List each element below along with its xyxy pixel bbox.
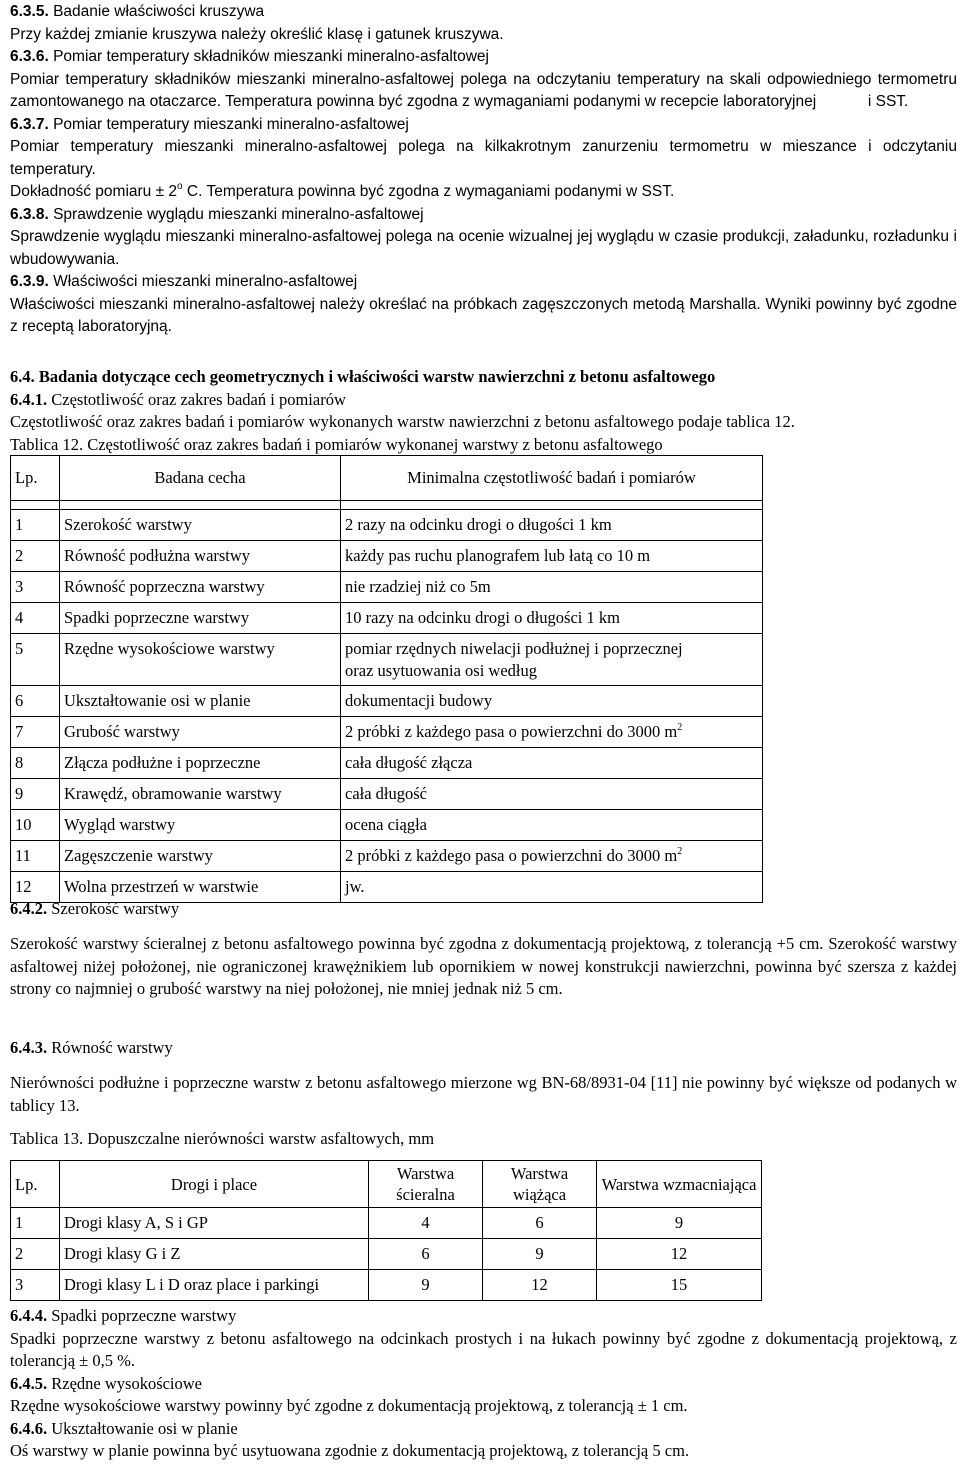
table-row [11, 1208, 762, 1239]
section-6-4 [10, 366, 957, 456]
table-cell: 9 [483, 1239, 597, 1270]
heading-6-4-2: 6.4.2. Szerokość warstwy [10, 899, 180, 918]
section-6-4-2 [10, 898, 957, 921]
row-number: 5 [11, 634, 60, 686]
row-number: 7 [11, 717, 60, 748]
text-6-3-9: Właściwości mieszanki mineralno-asfaltowej należy określać na próbkach zagęszczonych metodą Marshalla. Wyniki powinny być zgodne z receptą laboratoryjną. [10, 295, 957, 335]
table-row [11, 572, 763, 603]
row-number: 10 [11, 810, 60, 841]
heading-6-4-4: 6.4.4. Spadki poprzeczne warstwy [10, 1306, 237, 1325]
section-6-3-top [10, 1, 957, 339]
row-number: 8 [11, 748, 60, 779]
frequency-text: każdy pas ruchu planografem lub łatą co 10 m [345, 546, 651, 565]
table-12-header [11, 456, 763, 501]
row-frequency [341, 510, 763, 541]
header-cell: Lp. [11, 456, 60, 501]
table-13-caption: Tablica 13. Dopuszczalne nierówności warstw asfaltowych, mm [10, 1129, 435, 1148]
frequency-text: dokumentacji budowy [345, 691, 493, 710]
table-row [11, 779, 763, 810]
row-feature: Zagęszczenie warstwy [60, 841, 341, 872]
table-12-caption: Tablica 12. Częstotliwość oraz zakres badań i pomiarów wykonanej warstwy z betonu asfaltowego [10, 434, 663, 454]
section-6-4-4-to-6 [10, 1305, 957, 1463]
table-row [11, 810, 763, 841]
table-cell: 9 [369, 1270, 483, 1301]
row-number: 1 [11, 510, 60, 541]
frequency-text: nie rzadziej niż co 5m [345, 577, 491, 596]
row-feature: Równość podłużna warstwy [60, 541, 341, 572]
table-cell: 6 [483, 1208, 597, 1239]
heading-6-3-6: 6.3.6. Pomiar temperatury składników mieszanki mineralno-asfaltowej [10, 48, 489, 65]
table-cell: 3 [11, 1270, 60, 1301]
frequency-text: jw. [345, 877, 365, 896]
frequency-text: cała długość [345, 784, 428, 803]
row-frequency [341, 572, 763, 603]
row-number: 12 [11, 872, 60, 903]
header-cell: Warstwa wzmacniająca [597, 1161, 762, 1208]
row-feature: Spadki poprzeczne warstwy [60, 603, 341, 634]
table-row [11, 510, 763, 541]
text-6-4-6: Oś warstwy w planie powinna być usytuowana zgodnie z dokumentacją projektową, z tolerancją 5 cm. [10, 1441, 690, 1460]
row-frequency [341, 779, 763, 810]
row-feature: Złącza podłużne i poprzeczne [60, 748, 341, 779]
text-6-3-5: Przy każdej zmianie kruszywa należy określić klasę i gatunek kruszywa. [10, 25, 504, 43]
frequency-text: ocena ciągła [345, 815, 427, 834]
heading-6-3-5: 6.3.5. Badanie właściwości kruszywa [10, 3, 265, 20]
table-row [11, 717, 763, 748]
row-feature: Grubość warstwy [60, 717, 341, 748]
table-cell: 9 [597, 1208, 762, 1239]
table-cell: Drogi klasy G i Z [60, 1239, 369, 1270]
table-cell: 1 [11, 1208, 60, 1239]
table-cell: 12 [483, 1270, 597, 1301]
text-6-3-6: Pomiar temperatury składników mieszanki mineralno-asfaltowej polega na odczytaniu temperatury na skali odpowiedniego termometru zamontowanego na otaczarce. Temperatura powinna być zgodna z wymaganiami podanymi w recepcie laboratoryjnej i SST. [10, 70, 957, 110]
frequency-text: 10 razy na odcinku drogi o długości 1 km [345, 608, 620, 627]
table-cell: 4 [369, 1208, 483, 1239]
header-cell: Minimalna częstotliwość badań i pomiarów [341, 456, 763, 501]
heading-6-4-1: 6.4.1. Częstotliwość oraz zakres badań i pomiarów [10, 389, 346, 409]
table-row [11, 541, 763, 572]
row-frequency [341, 810, 763, 841]
heading-6-3-8: 6.3.8. Sprawdzenie wyglądu mieszanki mineralno-asfaltowej [10, 205, 424, 223]
row-feature: Ukształtowanie osi w planie [60, 686, 341, 717]
frequency-text: cała długość złącza [345, 753, 473, 772]
row-feature: Szerokość warstwy [60, 510, 341, 541]
table-cell: 6 [369, 1239, 483, 1270]
row-frequency [341, 748, 763, 779]
row-number: 2 [11, 541, 60, 572]
table-cell: 2 [11, 1239, 60, 1270]
table-12 [10, 455, 763, 903]
heading-6-4-5: 6.4.5. Rzędne wysokościowe [10, 1373, 203, 1393]
row-number: 6 [11, 686, 60, 717]
row-frequency [341, 717, 763, 748]
text-6-4-5: Rzędne wysokościowe warstwy powinny być zgodne z dokumentacją projektową, z tolerancją ± 1 cm. [10, 1396, 688, 1415]
heading-6-4-3: 6.4.3. Równość warstwy [10, 1038, 173, 1057]
frequency-text: 2 razy na odcinku drogi o długości 1 km [345, 515, 612, 534]
superscript: 2 [677, 722, 683, 733]
header-cell: Lp. [11, 1161, 60, 1208]
frequency-text: pomiar rzędnych niwelacji podłużnej i poprzecznej [345, 639, 683, 658]
header-cell: Warstwa wiążąca [483, 1161, 597, 1208]
table-row [11, 603, 763, 634]
header-cell: Drogi i place [60, 1161, 369, 1208]
table-12-spacer [11, 501, 763, 510]
heading-6-4-6: 6.4.6. Ukształtowanie osi w planie [10, 1418, 238, 1438]
row-frequency [341, 686, 763, 717]
table-cell: 15 [597, 1270, 762, 1301]
header-cell: Badana cecha [60, 456, 341, 501]
row-frequency [341, 603, 763, 634]
table-row [11, 634, 763, 686]
row-number: 3 [11, 572, 60, 603]
table-13-header [11, 1161, 762, 1208]
text-6-3-8: Sprawdzenie wyglądu mieszanki mineralno-asfaltowej polega na ocenie wizualnej jej wyglądu w czasie produkcji, załadunku, rozładunku i wbudowywania. [10, 228, 957, 268]
frequency-text: 2 próbki z każdego pasa o powierzchni do 3000 m [345, 722, 678, 741]
caption-block-13 [10, 1128, 957, 1151]
table-row [11, 748, 763, 779]
text-6-3-7: Pomiar temperatury mieszanki mineralno-asfaltowej polega na kilkakrotnym zanurzeniu termometru w mieszance i odczytaniu temperatury. [10, 138, 957, 178]
row-frequency [341, 634, 763, 686]
row-number: 11 [11, 841, 60, 872]
table-row [11, 1239, 762, 1270]
table-13 [10, 1160, 762, 1301]
table-cell: 12 [597, 1239, 762, 1270]
text-block-6-4-2 [10, 933, 957, 1001]
frequency-text-cont: oraz usytuowania osi według [345, 661, 537, 680]
row-frequency [341, 841, 763, 872]
table-cell: Drogi klasy L i D oraz place i parkingi [60, 1270, 369, 1301]
row-feature: Krawędź, obramowanie warstwy [60, 779, 341, 810]
text-6-4-2: Szerokość warstwy ścieralnej z betonu asfaltowego powinna być zgodna z dokumentacją projektową, z tolerancją +5 cm. Szerokość warstwy asfaltowej niżej położonej, nie ograniczonej krawężnikiem lub opornikiem w nowej konstrukcji nawierzchni, powinna być szersza z każdej strony co najmniej o grubość warstwy na niej położonej, nie mniej jednak niż 5 cm. [10, 934, 957, 998]
superscript: 2 [677, 846, 683, 857]
section-6-4-3 [10, 1037, 957, 1060]
row-frequency [341, 541, 763, 572]
accuracy-text: Dokładność pomiaru ± $2^o$ C. Temperatura powinna być zgodna z wymaganiami podanymi w SST. [10, 181, 675, 200]
heading-6-3-9: 6.3.9. Właściwości mieszanki mineralno-asfaltowej [10, 273, 358, 290]
text-block-6-4-3 [10, 1072, 957, 1117]
row-feature: Wolna przestrzeń w warstwie [60, 872, 341, 903]
table-row [11, 1270, 762, 1301]
header-cell: Warstwa ścieralna [369, 1161, 483, 1208]
text-6-4-3: Nierówności podłużne i poprzeczne warstw z betonu asfaltowego mierzone wg BN-68/8931-04 [11] nie powinny być większe od podanych w tablicy 13. [10, 1073, 957, 1115]
row-number: 9 [11, 779, 60, 810]
heading-6-4: 6.4. Badania dotyczące cech geometrycznych i właściwości warstw nawierzchni z betonu asfaltowego [10, 367, 716, 386]
row-feature: Rzędne wysokościowe warstwy [60, 634, 341, 686]
table-cell: Drogi klasy A, S i GP [60, 1208, 369, 1239]
row-feature: Równość poprzeczna warstwy [60, 572, 341, 603]
heading-6-3-7: 6.3.7. Pomiar temperatury mieszanki mineralno-asfaltowej [10, 115, 409, 133]
row-feature: Wygląd warstwy [60, 810, 341, 841]
frequency-text: 2 próbki z każdego pasa o powierzchni do 3000 m [345, 846, 678, 865]
table-row [11, 841, 763, 872]
text-6-4-4: Spadki poprzeczne warstwy z betonu asfaltowego na odcinkach prostych i na łukach powinny być zgodne z dokumentacją projektową, z tolerancją ± 0,5 %. [10, 1328, 957, 1370]
row-number: 4 [11, 603, 60, 634]
table-row [11, 686, 763, 717]
text-6-4-1: Częstotliwość oraz zakres badań i pomiarów wykonanych warstw nawierzchni z betonu asfaltowego podaje tablica 12. [10, 412, 795, 431]
